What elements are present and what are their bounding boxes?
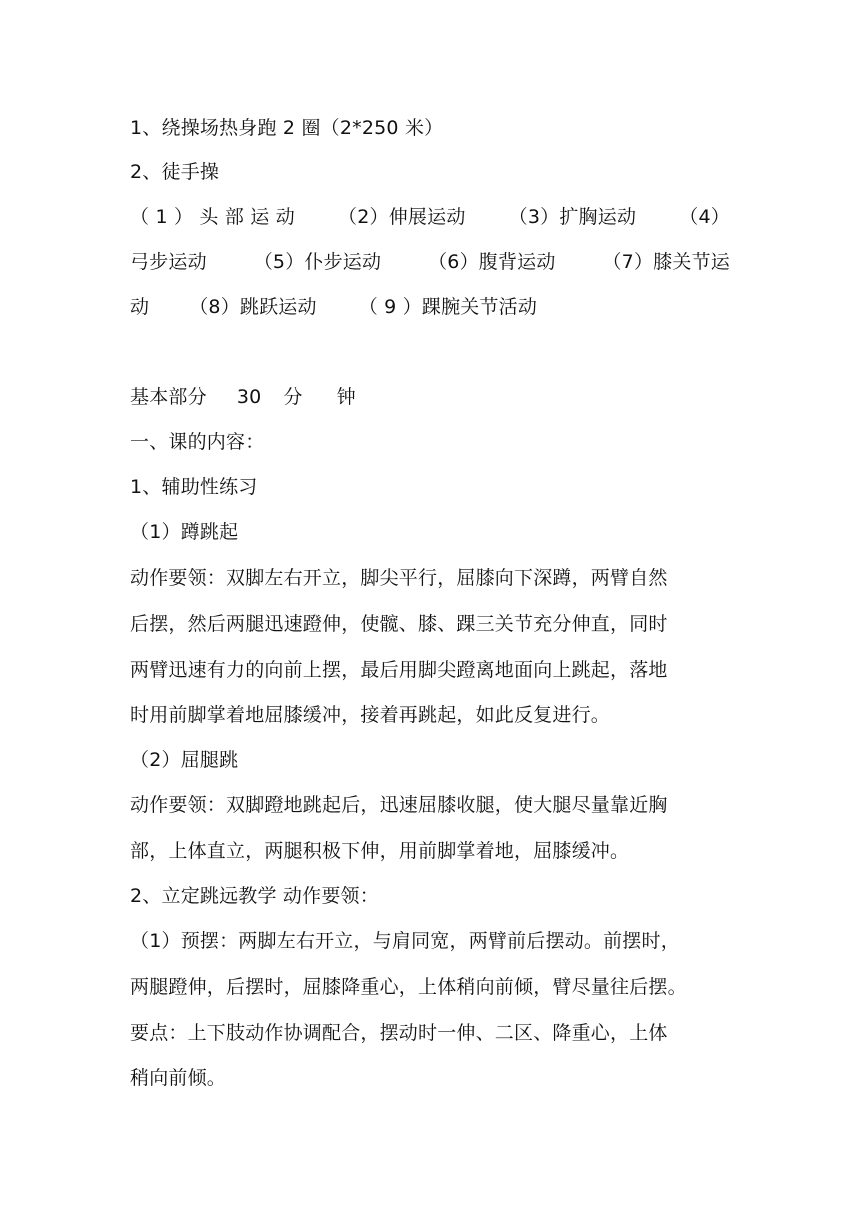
exercise-stretch: （2）伸展运动 — [338, 206, 466, 228]
exercise-knee: （7）膝关节运 — [602, 251, 730, 273]
exercise-list-line-2 — [130, 250, 730, 274]
preswing-text-line: 两腿蹬伸，后摆时，屈膝降重心，上体稍向前倾，臂尽量往后摆。 — [130, 976, 687, 998]
exercise-ankle-wrist: （ 9 ）踝腕关节活动 — [358, 296, 538, 318]
exercise-crouch: （5）仆步运动 — [253, 251, 382, 273]
squat-jump-text-line: 后摆，然后两腿迅速蹬伸，使髋、膝、踝三关节充分伸直，同时 — [130, 613, 668, 635]
exercise-list-line-3 — [130, 295, 730, 319]
exercise-knee-end: 动 — [130, 296, 150, 318]
warmup-item-1: 1、绕操场热身跑 2 圈（2*250 米） — [130, 117, 444, 139]
exercise-list-line-1 — [130, 205, 730, 229]
exercise-number-4: （4） — [679, 206, 730, 228]
tuck-jump-text-line: 部，上体直立，两腿积极下伸，用前脚掌着地，屈膝缓冲。 — [130, 840, 630, 862]
squat-jump-title: （1）蹲跳起 — [130, 521, 239, 543]
preswing-text-line: 稍向前倾。 — [130, 1067, 227, 1089]
exercise-lunge: 弓步运动 — [130, 251, 207, 273]
squat-jump-text-line: 动作要领：双脚左右开立，脚尖平行，屈膝向下深蹲，两臂自然 — [130, 567, 668, 589]
preswing-text-line: 要点：上下肢动作协调配合，摆动时一伸、二区、降重心，上体 — [130, 1022, 668, 1044]
tuck-jump-text-line: 动作要领：双脚蹬地跳起后，迅速屈膝收腿，使大腿尽量靠近胸 — [130, 794, 668, 816]
basic-part-heading: 基本部分 30 分 钟 — [130, 386, 356, 408]
preswing-text-line: （1）预摆：两脚左右开立，与肩同宽，两臂前后摆动。前摆时， — [130, 930, 680, 952]
exercise-abdomen-back: （6）腹背运动 — [428, 251, 556, 273]
content-title: 一、课的内容： — [130, 431, 265, 453]
exercise-head: （ 1 ） 头 部 运 动 — [130, 206, 295, 228]
exercise-chest: （3）扩胸运动 — [508, 206, 637, 228]
tuck-jump-title: （2）屈腿跳 — [130, 749, 239, 771]
warmup-item-2: 2、徒手操 — [130, 161, 220, 183]
practice-title: 1、辅助性练习 — [130, 476, 258, 498]
exercise-jump: （8）跳跃运动 — [189, 296, 317, 318]
long-jump-title: 2、立定跳远教学 动作要领： — [130, 885, 379, 907]
squat-jump-text-line: 两臂迅速有力的向前上摆，最后用脚尖蹬离地面向上跳起，落地 — [130, 659, 668, 681]
squat-jump-text-line: 时用前脚掌着地屈膝缓冲，接着再跳起，如此反复进行。 — [130, 704, 611, 726]
